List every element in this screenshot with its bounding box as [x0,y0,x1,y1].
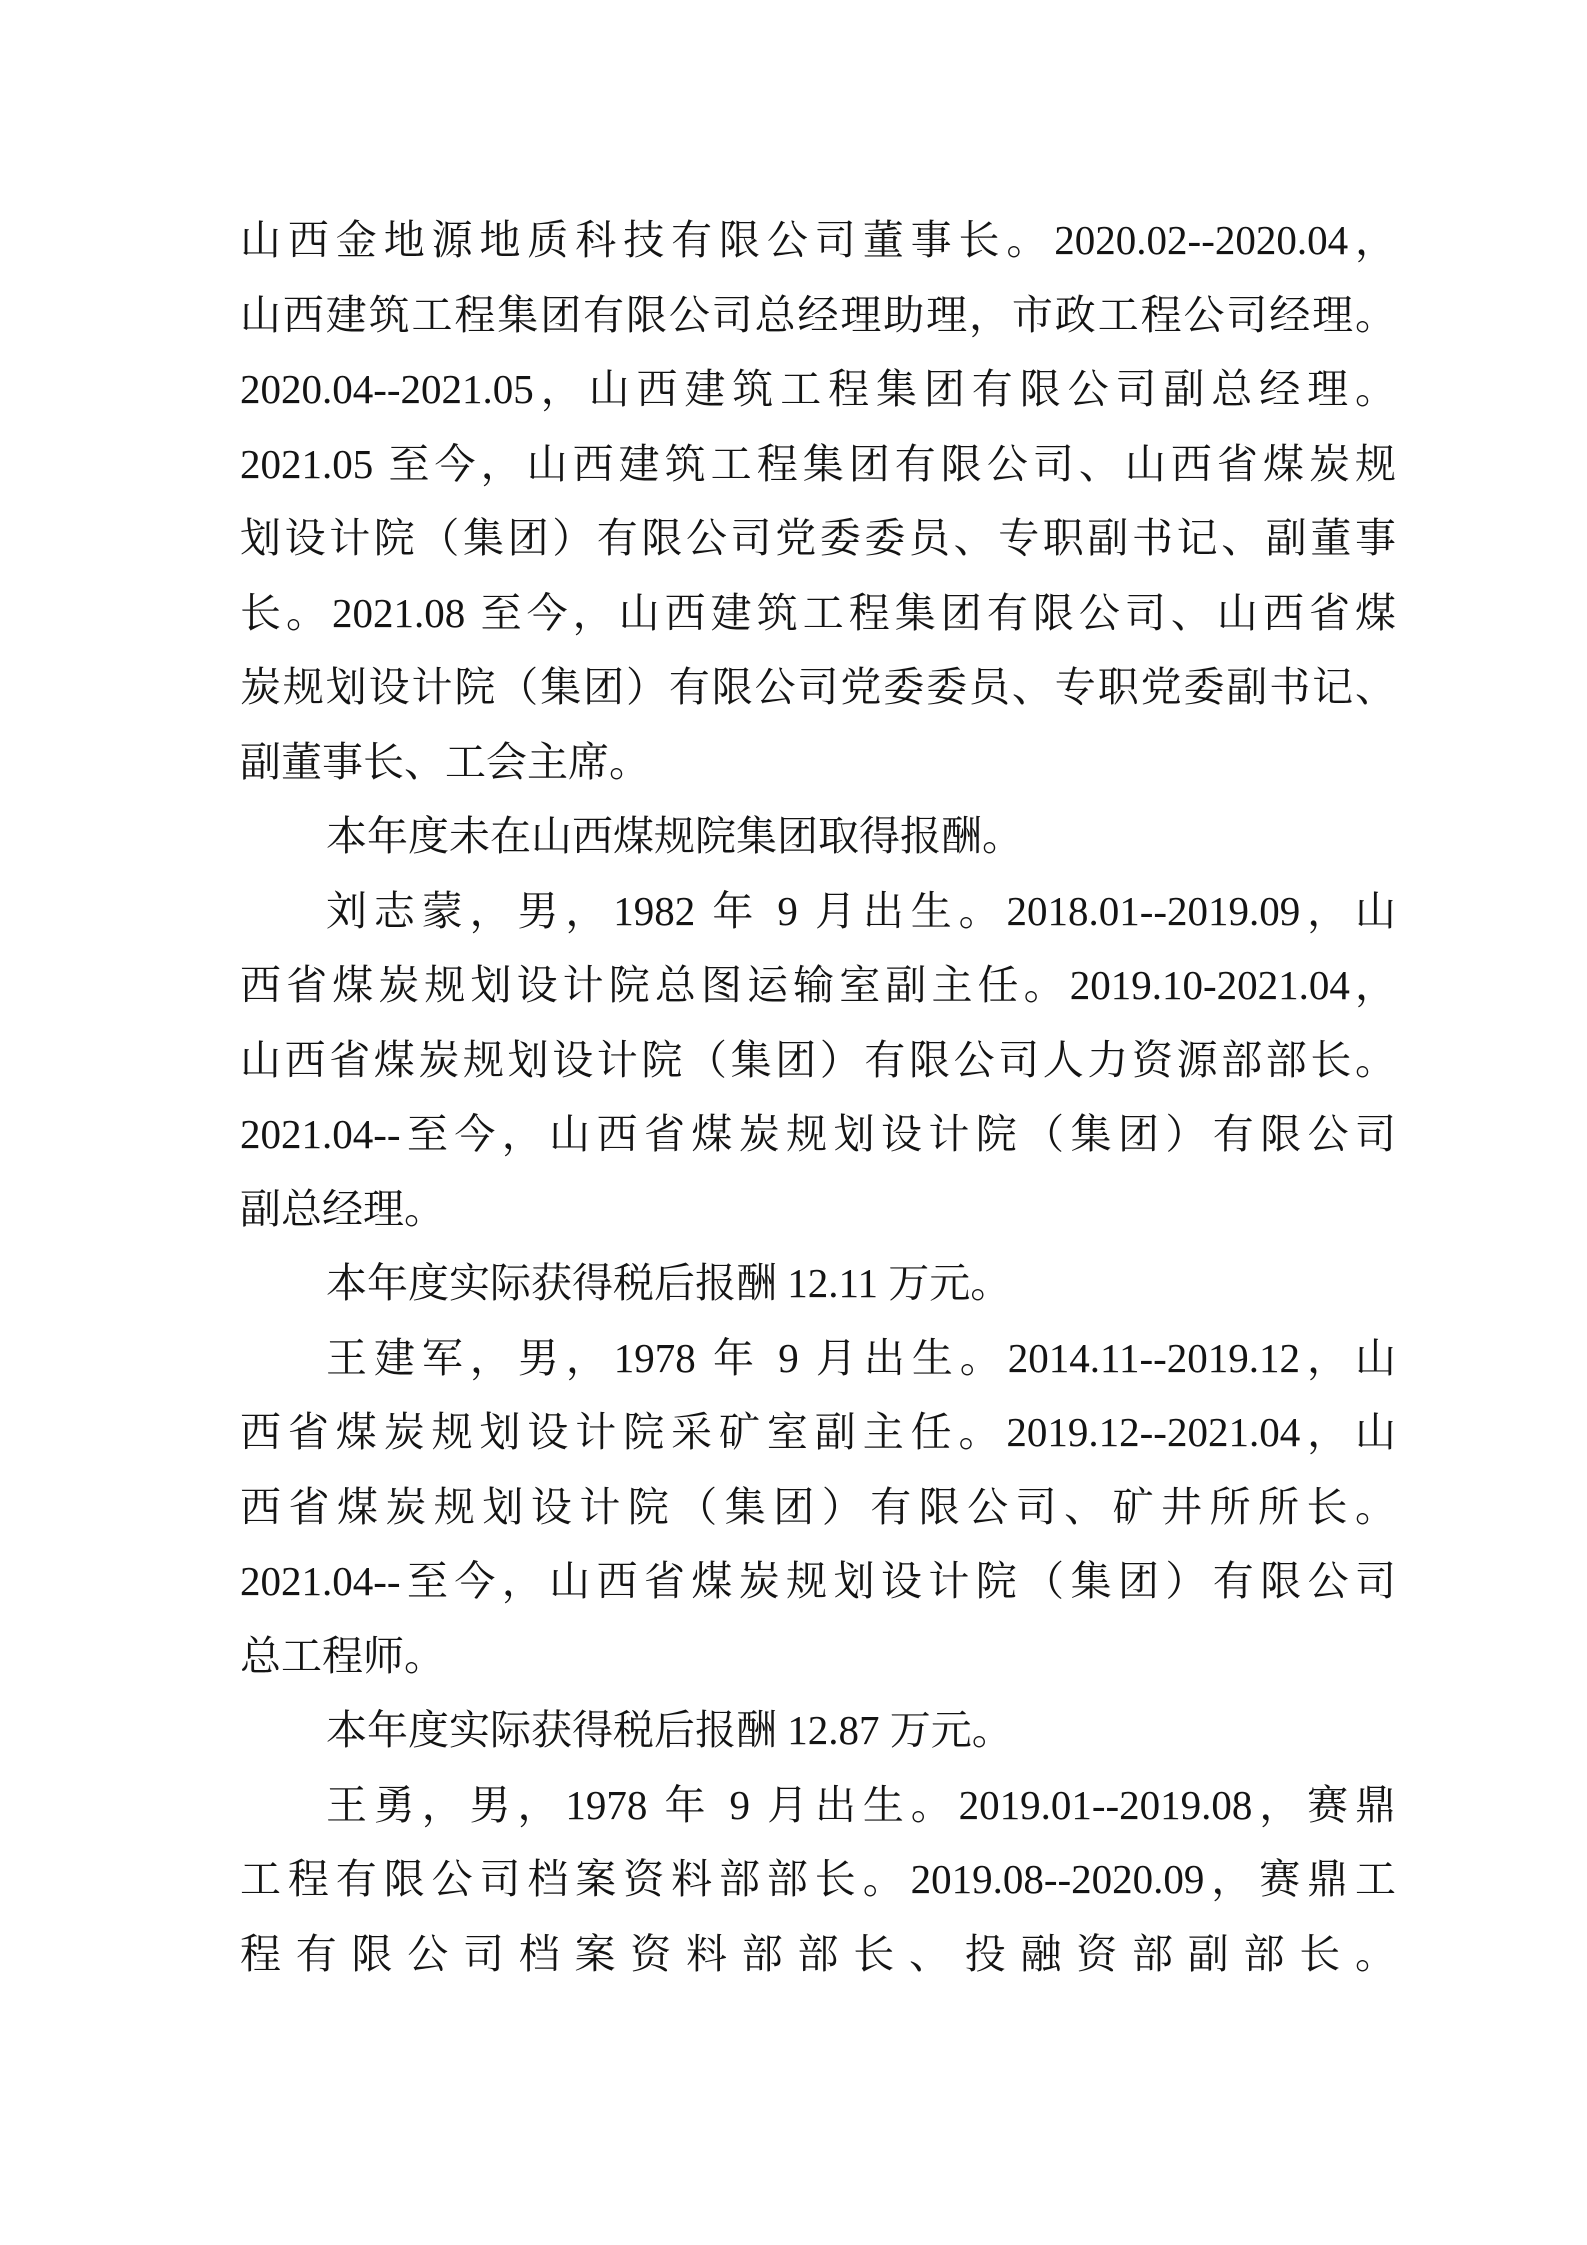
text-line: 2021.05 至今，山西建筑工程集团有限公司、山西省煤炭规 [240,440,1396,487]
text-line: 本年度实际获得税后报酬 12.11 万元。 [326,1260,1012,1306]
document-text-block [240,203,1396,1991]
text-line: 划设计院（集团）有限公司党委委员、专职副书记、副董事 [240,515,1396,561]
text-line: 副董事长、工会主席。 [240,738,650,785]
text-line: 炭规划设计院（集团）有限公司党委委员、专职党委副书记、 [240,664,1396,710]
text-line: 2021.04--至今，山西省煤炭规划设计院（集团）有限公司 [240,1111,1396,1157]
text-line: 2021.04--至今，山西省煤炭规划设计院（集团）有限公司 [240,1558,1396,1604]
text-line: 王勇，男，1978 年 9 月出生。2019.01--2019.08，赛鼎 [326,1781,1396,1828]
text-line: 本年度实际获得税后报酬 12.87 万元。 [326,1707,1013,1753]
text-line: 山西金地源地质科技有限公司董事长。2020.02--2020.04， [240,217,1396,263]
text-line: 副总经理。 [240,1185,445,1232]
text-line: 本年度未在山西煤规院集团取得报酬。 [326,813,1023,859]
text-line: 山西省煤炭规划设计院（集团）有限公司人力资源部部长。 [240,1036,1396,1083]
text-line: 长。2021.08 至今，山西建筑工程集团有限公司、山西省煤 [240,589,1396,636]
text-line: 2020.04--2021.05，山西建筑工程集团有限公司副总经理。 [240,366,1396,412]
text-line: 西省煤炭规划设计院（集团）有限公司、矿井所所长。 [240,1483,1396,1530]
text-line: 山西建筑工程集团有限公司总经理助理，市政工程公司经理。 [240,291,1396,338]
text-line: 程有限公司档案资料部部长、投融资部副部长。 [240,1930,1396,1977]
text-line: 西省煤炭规划设计院采矿室副主任。2019.12--2021.04，山 [240,1409,1396,1455]
text-line: 刘志蒙，男，1982 年 9 月出生。2018.01--2019.09，山 [326,887,1396,934]
text-line: 工程有限公司档案资料部部长。2019.08--2020.09，赛鼎工 [240,1856,1396,1902]
text-line: 西省煤炭规划设计院总图运输室副主任。2019.10-2021.04， [240,962,1396,1008]
text-line: 王建军，男，1978 年 9 月出生。2014.11--2019.12，山 [326,1334,1396,1381]
text-line: 总工程师。 [240,1632,445,1679]
